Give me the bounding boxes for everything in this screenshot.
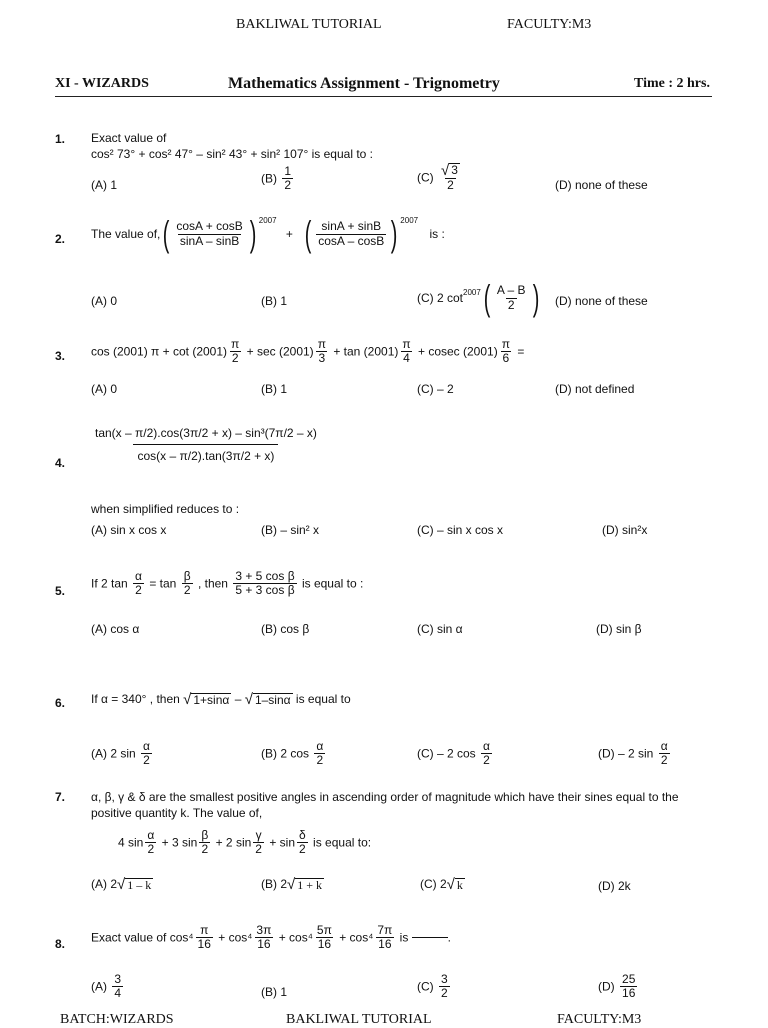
time-label: Time : 2 hrs. xyxy=(634,76,710,91)
q7-number: 7. xyxy=(55,790,66,804)
q6-option-a: (A) 2 sin $\frac{\alpha}{2}$ xyxy=(91,739,150,768)
q3-option-a: (A) 0 xyxy=(91,382,118,396)
q1-line2: cos² 73° + cos² 47° – sin² 43° + sin² 107° is equal to : xyxy=(91,147,374,161)
q3-option-d: (D) not defined xyxy=(555,382,635,396)
batch-label: XI - WIZARDS xyxy=(55,76,149,91)
q3-option-b: (B) 1 xyxy=(261,382,288,396)
q5-option-b: (B) cos β xyxy=(261,622,310,636)
q4-option-b: (B) – sin² x xyxy=(261,523,320,537)
footer-faculty: FACULTY:M3 xyxy=(557,1012,642,1027)
q3-option-c: (C) – 2 xyxy=(417,382,454,396)
q6-expression: If α = 340° , then √ 1+sinα – √ 1–sinα is equal to xyxy=(91,691,351,709)
q2-number: 2. xyxy=(55,232,66,246)
q8-option-a: (A) $\frac{3}{4}$ xyxy=(91,972,122,1001)
q1-option-c: (C) √ 3 2 xyxy=(417,162,458,192)
q1-option-b: (B) $\frac{1}{2}$ xyxy=(261,164,292,193)
footer-batch: BATCH:WIZARDS xyxy=(60,1012,174,1027)
q3-number: 3. xyxy=(55,349,66,363)
q5-option-d: (D) sin β xyxy=(596,622,642,636)
q4-number: 4. xyxy=(55,456,66,470)
q4-option-a: (A) sin x cos x xyxy=(91,523,167,537)
q7-line2: positive quantity k. The value of, xyxy=(91,806,263,820)
header-institute: BAKLIWAL TUTORIAL xyxy=(236,17,382,32)
page-title: Mathematics Assignment - Trignometry xyxy=(228,75,500,92)
q2-option-a: (A) 0 xyxy=(91,294,118,308)
q6-option-d: (D) – 2 sin $\frac{\alpha}{2}$ xyxy=(598,739,668,768)
header-faculty: FACULTY:M3 xyxy=(507,17,592,32)
q5-option-c: (C) sin α xyxy=(417,622,463,636)
q5-option-a: (A) cos α xyxy=(91,622,140,636)
q1-option-d: (D) none of these xyxy=(555,178,648,192)
q8-option-c: (C) $\frac{3}{2}$ xyxy=(417,972,448,1001)
q4-option-d: (D) sin²x xyxy=(602,523,648,537)
q2-expression: The value of,( $\frac{\cos A + \cos B}{\sin A - \sin B}$ ) $^{2007}$ + ( $\frac{\sin A + \sin B}{\cos A - \cos B}$ ) $^{2007}$ is : xyxy=(91,213,445,254)
q7-line1: α, β, γ & δ are the smallest positive angles in ascending order of magnitude which have their sines equal to the xyxy=(91,790,679,804)
q6-option-c: (C) – 2 cos $\frac{\alpha}{2}$ xyxy=(417,739,490,768)
q4-expression: $\frac{\text{tan(x – π/2).cos(3π/2 + x) – sin³(7π/2 – x)}}{\cos(x - \pi/2).\tan(3\pi/2 + x)}$ xyxy=(95,426,317,463)
q2-option-d: (D) none of these xyxy=(555,294,648,308)
q1-number: 1. xyxy=(55,132,66,146)
q6-number: 6. xyxy=(55,696,66,710)
q6-option-b: (B) 2 cos $\frac{\alpha}{2}$ xyxy=(261,739,324,768)
q1-line1: Exact value of xyxy=(91,131,167,145)
q5-expression: If 2 tan $\frac{\alpha}{2}$ = tan $\frac{\beta}{2}$ , then $\frac{\text{3 + 5 cos β}}{\text{5 + 3 cos β}}$ is equal to : xyxy=(91,569,364,598)
q3-expression: cos (2001) π + cot (2001) $\frac{\pi}{2}$ + sec (2001) $\frac{\pi}{3}$ + tan (2001) $\frac{\pi}{4}$ + cosec (2001) $\frac{\pi}{6}$ = xyxy=(91,337,525,366)
q7-expression: 4 sin $\frac{\alpha}{2}$ + 3 sin $\frac{\beta}{2}$ + 2 sin $\frac{\gamma}{2}$ + sin $\frac{\delta}{2}$ is equal to: xyxy=(118,828,372,857)
q2-option-c: (C) 2 $\cot^{2007}$( $\frac{A - B}{2}$ ) xyxy=(417,277,539,318)
q7-option-d: (D) 2k xyxy=(598,879,631,893)
q5-number: 5. xyxy=(55,584,66,598)
q7-option-c: (C) 2 √ k xyxy=(420,876,463,894)
q8-expression: Exact value of cos⁴ $\frac{\pi}{16}$ + cos⁴ $\frac{3\pi}{16}$ + cos⁴ $\frac{5\pi}{16}$ + cos⁴ $\frac{7\pi}{16}$ is . xyxy=(91,923,452,952)
q7-option-b: (B) 2 √ 1 + k xyxy=(261,876,323,894)
q8-option-d: (D) $\frac{25}{16}$ xyxy=(598,972,636,1001)
q4-option-c: (C) – sin x cos x xyxy=(417,523,504,537)
q1-option-a: (A) 1 xyxy=(91,178,118,192)
q7-option-a: (A) 2 √ 1 – k xyxy=(91,876,152,894)
footer-institute: BAKLIWAL TUTORIAL xyxy=(286,1012,432,1027)
title-underline xyxy=(55,96,712,97)
q4-text: when simplified reduces to : xyxy=(91,502,240,516)
q8-option-b: (B) 1 xyxy=(261,985,288,999)
q2-option-b: (B) 1 xyxy=(261,294,288,308)
q8-number: 8. xyxy=(55,937,66,951)
